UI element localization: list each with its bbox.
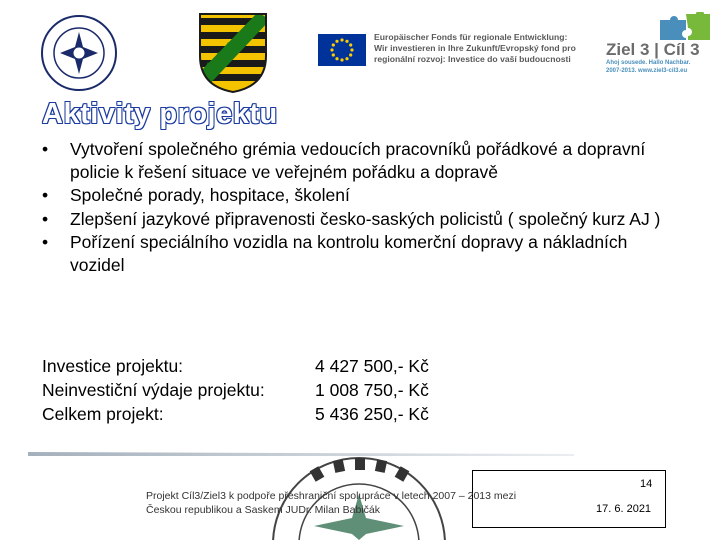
eu-fund-line: Wir investieren in Ihre Zukunft/Evropský fond pro [374,43,576,53]
investment-row [42,378,462,402]
list-item-text: Společné porady, hospitace, školení [70,185,350,205]
bullet-icon: • [42,232,49,252]
page-number: 14 [640,478,653,490]
eu-fund-line: regionální rozvoj: Investice do vaší budoucnosti [374,54,571,64]
slide-date: 17. 6. 2021 [596,503,652,515]
eu-flag-icon [318,34,366,66]
eu-fund-line: Europäischer Fonds für regionale Entwicklung: [374,32,568,42]
investment-label: Investice projektu: [42,356,184,376]
investment-row [42,354,462,378]
ziel3-title: Ziel 3 | Cíl 3 [606,40,700,59]
footer-line: Projekt Cíl3/Ziel3 k podpoře přeshraniční spolupráce v letech 2007 – 2013 mezi [146,490,517,502]
list-item [42,208,682,231]
list-item [42,184,682,207]
puzzle-icon [656,12,712,42]
footer-text [146,489,586,517]
police-seal-logo [40,14,118,92]
bullet-icon: • [42,139,49,159]
investment-value: 5 436 250,- Kč [315,404,429,424]
investment-label: Neinvestiční výdaje projektu: [42,380,265,400]
investment-table [42,354,462,426]
bullet-icon: • [42,185,49,205]
list-item-text: Vytvoření společného grémia vedoucích pracovníků pořádkové a dopravní policie k řešení situace ve veřejném pořádku a dopravě [70,139,646,182]
ziel3-sub-line: 2007-2013. www.ziel3-cil3.eu [606,67,688,74]
saxony-coat-of-arms [198,12,268,94]
investment-value: 4 427 500,- Kč [315,356,429,376]
ziel3-cil3-logo [604,12,714,88]
list-item [42,231,682,276]
eu-fund-banner [318,20,588,80]
ziel3-sub-line: Ahoj sousede. Hallo Nachbar. [606,60,691,66]
activity-list [42,138,682,277]
slide-title: Aktivity projektu [42,98,278,130]
list-item-text: Zlepšení jazykové připravenosti česko-saských policistů ( společný kurz AJ ) [70,208,661,229]
footer-divider [28,444,574,450]
ziel3-subtitle [606,60,690,75]
eu-fund-text [374,32,588,65]
footer-line: Českou republikou a Saskem JUDr. Milan Babičák [146,504,381,516]
investment-label: Celkem projekt: [42,404,164,424]
bullet-icon: • [42,208,49,229]
investment-row [42,402,462,426]
investment-value: 1 008 750,- Kč [315,380,429,400]
list-item-text: Pořízení speciálního vozidla na kontrolu komerční dopravy a nákladních vozidel [70,232,628,275]
list-item [42,138,682,183]
